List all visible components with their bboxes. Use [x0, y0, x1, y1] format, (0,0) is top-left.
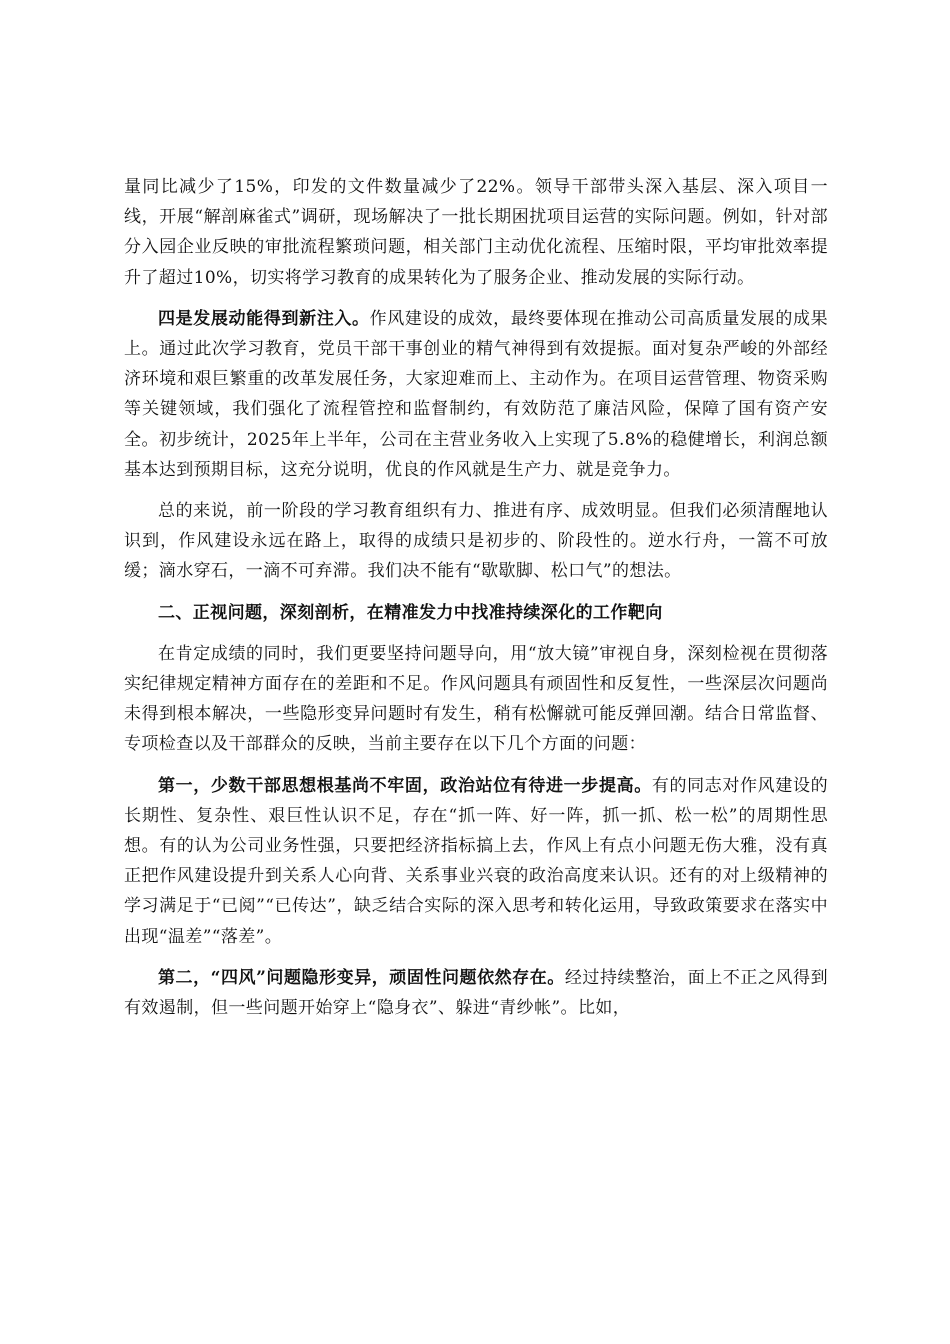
paragraph-3-text: 总的来说，前一阶段的学习教育组织有力、推进有序、成效明显。但我们必须清醒地认识到，作风建设永远在路上，取得的成绩只是初步的、阶段性的。逆水行舟，一篙不可放缓；滴水穿石，一滴不可弃滞。我们决不能有“歇歇脚、松口气”的想法。	[124, 501, 828, 582]
paragraph-2-text: 作风建设的成效，最终要体现在推动公司高质量发展的成果上。通过此次学习教育，党员干部干事创业的精气神得到有效提振。面对复杂严峻的外部经济环境和艰巨繁重的改革发展任务，大家迎难而上、主动作为。在项目运营管理、物资采购等关键领域，我们强化了流程管控和监督制约，有效防范了廉洁风险，保障了国有资产安全。初步统计，2025年上半年，公司在主营业务收入上实现了5.8%的稳健增长，利润总额基本达到预期目标，这充分说明，优良的作风就是生产力、就是竞争力。	[124, 308, 828, 480]
section-heading: 二、正视问题，深刻剖析，在精准发力中找准持续深化的工作靶向	[158, 602, 663, 623]
paragraph-5-text: 有的同志对作风建设的长期性、复杂性、艰巨性认识不足，存在“抓一阵、好一阵，抓一抓、松一松”的周期性思想。有的认为公司业务性强，只要把经济指标搞上去，作风上有点小问题无伤大雅，没有真正把作风建设提升到关系人心向背、关系事业兴衰的政治高度来认识。还有的对上级精神的学习满足于“已阅”“已传达”，缺乏结合实际的深入思考和转化运用，导致政策要求在落实中出现“温差”“落差”。	[124, 775, 828, 947]
paragraph-1-text: 量同比减少了15%，印发的文件数量减少了22%。领导干部带头深入基层、深入项目一线，开展“解剖麻雀式”调研，现场解决了一批长期困扰项目运营的实际问题。例如，针对部分入园企业反映的审批流程繁琐问题，相关部门主动优化流程、压缩时限，平均审批效率提升了超过10%，切实将学习教育的成果转化为了服务企业、推动发展的实际行动。	[124, 177, 828, 288]
paragraph-6-lead: 第二，“四风”问题隐形变异，顽固性问题依然存在。	[158, 967, 565, 988]
paragraph-5-lead: 第一，少数干部思想根基尚不牢固，政治站位有待进一步提高。	[158, 775, 652, 796]
paragraph-4	[124, 639, 828, 760]
paragraph-4-text: 在肯定成绩的同时，我们更要坚持问题导向，用“放大镜”审视自身，深刻检视在贯彻落实纪律规定精神方面存在的差距和不足。作风问题具有顽固性和反复性，一些深层次问题尚未得到根本解决，一些隐形变异问题时有发生，稍有松懈就可能反弹回潮。结合日常监督、专项检查以及干部群众的反映，当前主要存在以下几个方面的问题：	[124, 643, 828, 755]
paragraph-6	[124, 963, 828, 1023]
paragraph-6-text: 经过持续整治，面上不正之风得到有效遏制，但一些问题开始穿上“隐身衣”、躲进“青纱帐”。比如，	[124, 967, 829, 1019]
paragraph-1	[124, 172, 828, 293]
paragraph-3	[124, 496, 828, 587]
document-page	[124, 172, 828, 1034]
paragraph-2-lead: 四是发展动能得到新注入。	[158, 308, 370, 329]
paragraph-5	[124, 771, 828, 952]
paragraph-2	[124, 304, 828, 485]
